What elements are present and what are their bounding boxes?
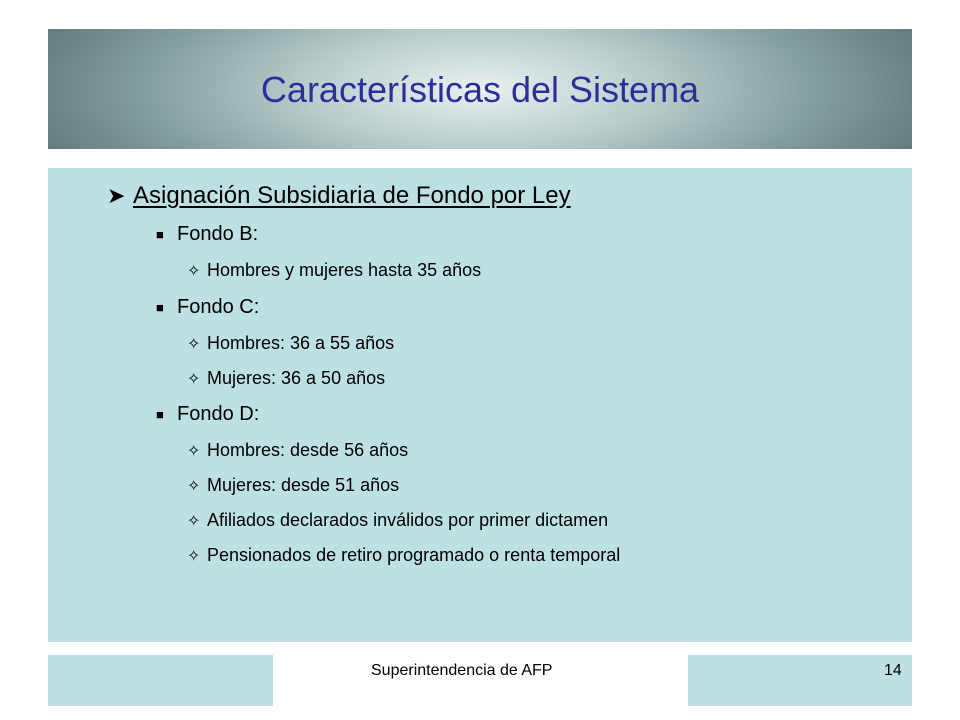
slide-title: Características del Sistema: [260, 69, 700, 110]
footer-right-box: [688, 655, 912, 706]
fund-d-label: Fondo D:: [177, 403, 260, 425]
fund-d-item-text: Mujeres: desde 51 años: [207, 475, 400, 495]
footer-page-number: 14: [884, 662, 902, 679]
fund-d-item-text: Pensionados de retiro programado o renta temporal: [207, 545, 621, 565]
fund-d-item: [187, 440, 408, 461]
fund-c-row: [156, 296, 259, 319]
four-point-star-bullet-icon: ✧: [187, 547, 201, 565]
footer-organization: Superintendencia de AFP: [371, 662, 553, 679]
square-bullet-icon: ■: [156, 300, 164, 315]
section-heading: Asignación Subsidiaria de Fondo por Ley: [133, 182, 571, 209]
four-point-star-bullet-icon: ✧: [187, 442, 201, 460]
fund-d-row: [156, 403, 259, 426]
footer-left-box: [48, 655, 273, 706]
fund-c-item: [187, 368, 385, 389]
square-bullet-icon: ■: [156, 407, 164, 422]
arrowhead-bullet-icon: ➤: [107, 183, 126, 208]
four-point-star-bullet-icon: ✧: [187, 370, 201, 388]
four-point-star-bullet-icon: ✧: [187, 262, 201, 280]
fund-b-label: Fondo B:: [177, 223, 259, 245]
fund-d-item-text: Hombres: desde 56 años: [207, 440, 409, 460]
fund-c-item-text: Mujeres: 36 a 50 años: [207, 368, 386, 388]
title-bar: [48, 29, 912, 149]
fund-b-item-text: Hombres y mujeres hasta 35 años: [207, 260, 482, 280]
heading-row: [107, 182, 571, 210]
fund-d-item: [187, 545, 620, 566]
four-point-star-bullet-icon: ✧: [187, 335, 201, 353]
square-bullet-icon: ■: [156, 227, 164, 242]
fund-b-item: [187, 260, 481, 281]
four-point-star-bullet-icon: ✧: [187, 512, 201, 530]
content-panel: [48, 168, 912, 642]
fund-c-label: Fondo C:: [177, 296, 260, 318]
fund-d-item: [187, 475, 399, 496]
fund-d-item: [187, 510, 608, 531]
fund-c-item-text: Hombres: 36 a 55 años: [207, 333, 395, 353]
fund-c-item: [187, 333, 394, 354]
fund-b-row: [156, 223, 258, 246]
fund-d-item-text: Afiliados declarados inválidos por primer dictamen: [207, 510, 609, 530]
four-point-star-bullet-icon: ✧: [187, 477, 201, 495]
